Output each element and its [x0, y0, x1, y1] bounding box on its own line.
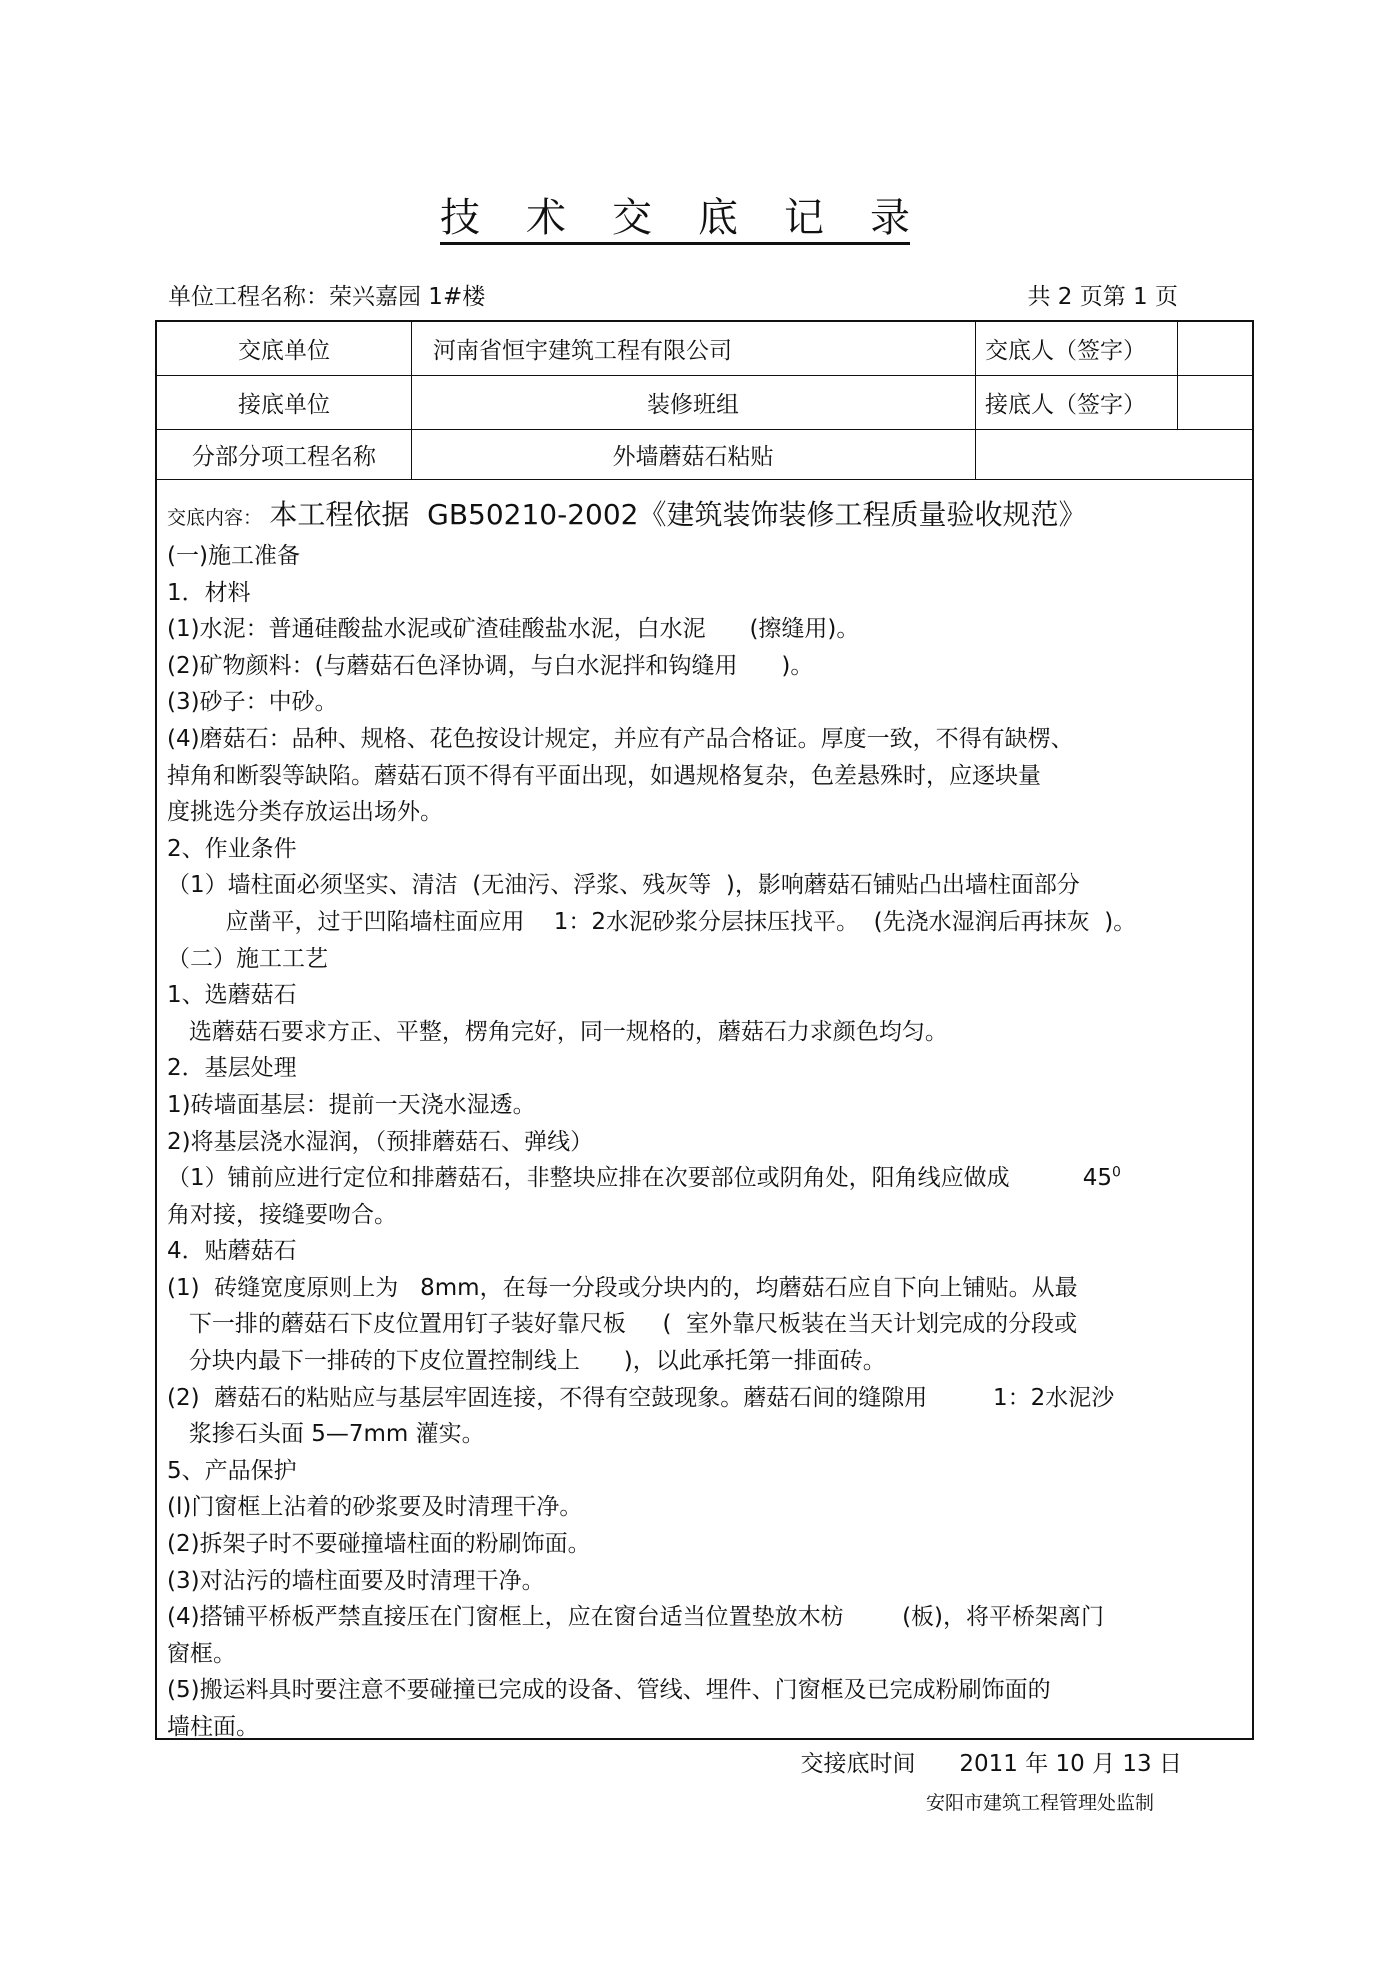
title-char: 记: [784, 195, 824, 241]
content-line: (l)门窗框上沾着的砂浆要及时清理干净。: [167, 1494, 583, 1521]
content-line: 角对接，接缝要吻合。: [167, 1201, 397, 1228]
content-line: [167, 1160, 1246, 1197]
content-line: (4)磨菇石：品种、规格、花色按设计规定，并应有产品合格证。厚度一致，不得有缺楞、: [167, 725, 1074, 752]
content-line: （二）施工工艺: [167, 945, 328, 972]
content-line: 选蘑菇石要求方正、平整，楞角完好，同一规格的，蘑菇石力求颜色均匀。: [167, 1018, 948, 1045]
page-count: 共 2 页第 1 页: [1027, 284, 1178, 310]
table-row: [157, 322, 1252, 376]
table-row: [157, 430, 1252, 480]
title-char: 术: [526, 195, 566, 241]
content-line: 1)砖墙面基层：提前一天浇水湿透。: [167, 1091, 536, 1118]
title-char: 技: [440, 195, 480, 241]
receiving-unit-label: 接底单位: [238, 392, 330, 418]
table-row: [157, 376, 1252, 430]
content-line: (一)施工准备: [167, 543, 300, 569]
project-name: 荣兴嘉园 1#楼: [329, 284, 486, 310]
content-line: 窗框。: [167, 1640, 236, 1667]
document-title: [440, 180, 910, 245]
page-info: [1021, 282, 1178, 312]
receiving-unit-value: 装修班组: [647, 392, 739, 418]
disclosing-unit-value: 河南省恒宇建筑工程有限公司: [433, 338, 732, 364]
content-line: (3)砂子：中砂。: [167, 689, 338, 716]
handover-date: 2011 年 10 月 13 日: [959, 1751, 1182, 1777]
content-line: 4．贴蘑菇石: [167, 1238, 297, 1265]
discloser-sign-label: 交底人（签字）: [985, 338, 1146, 364]
content-line: 2、作业条件: [167, 835, 297, 862]
content-line: 分块内最下一排砖的下皮位置控制线上 )，以此承托第一排面砖。: [167, 1348, 886, 1375]
handover-time: [801, 1749, 1183, 1779]
issuer-note: 安阳市建筑工程管理处监制: [925, 1792, 1154, 1814]
disclosure-form: [155, 320, 1254, 1740]
content-line: 墙柱面。: [167, 1714, 259, 1740]
content-line: (2) 蘑菇石的粘贴应与基层牢固连接，不得有空鼓现象。蘑菇石间的缝隙用 1：2水泥沙: [167, 1384, 1115, 1411]
content-line: (4)搭铺平桥板严禁直接压在门窗框上，应在窗台适当位置垫放木枋 (板)，将平桥架离门: [167, 1604, 1105, 1631]
content-line: 应凿平，过于凹陷墙柱面应用 1：2水泥砂浆分层抹压找平。 (先浇水湿润后再抹灰 )。: [167, 908, 1137, 935]
content-lead-text: 本工程依据 GB50210-2002《建筑装饰装修工程质量验收规范》: [269, 498, 1087, 531]
receiver-sign-field[interactable]: [1177, 376, 1252, 429]
disclosing-unit-label: 交底单位: [238, 338, 330, 364]
content-line: 下一排的蘑菇石下皮位置用钉子装好靠尺板 ( 室外靠尺板装在当天计划完成的分段或: [167, 1311, 1078, 1338]
title-char: 底: [698, 195, 738, 241]
content-line: (2)拆架子时不要碰撞墙柱面的粉刷饰面。: [167, 1531, 591, 1558]
receiver-sign-label: 接底人（签字）: [985, 392, 1146, 418]
content-lead: [167, 492, 1246, 538]
content-line: 1．材料: [167, 579, 251, 606]
content-line: （1）墙柱面必须坚实、清洁 (无油污、浮浆、残灰等 )，影响蘑菇石铺贴凸出墙柱面部分: [167, 872, 1080, 899]
content-line: 度挑选分类存放运出场外。: [167, 799, 443, 826]
content-line: (1)水泥：普通硅酸盐水泥或矿渣硅酸盐水泥，白水泥 (擦缝用)。: [167, 616, 860, 643]
content-line: 掉角和断裂等缺陷。蘑菇石顶不得有平面出现，如遇规格复杂，色差悬殊时，应逐块量: [167, 762, 1041, 789]
content-line: (2)矿物颜料：(与蘑菇石色泽协调，与白水泥拌和钩缝用 )。: [167, 652, 814, 679]
title-char: 交: [612, 195, 652, 241]
subproject-label: 分部分项工程名称: [192, 444, 376, 470]
disclosure-content: [167, 492, 1246, 1746]
content-line: (3)对沾污的墙柱面要及时清理干净。: [167, 1567, 545, 1594]
discloser-sign-field[interactable]: [1177, 322, 1252, 375]
content-line: 浆掺石头面 5—7mm 灌实。: [167, 1421, 485, 1448]
content-line: 2)将基层浇水湿润，（预排蘑菇石、弹线）: [167, 1128, 594, 1155]
project-label: 单位工程名称：: [168, 284, 329, 310]
title-char: 录: [870, 195, 910, 241]
handover-time-label: 交接底时间: [800, 1751, 916, 1777]
content-line: (1) 砖缝宽度原则上为 8mm，在每一分段或分块内的，均蘑菇石应自下向上铺贴。从最: [167, 1274, 1078, 1301]
content-line: 1、选蘑菇石: [167, 982, 297, 1009]
content-line-text: （1）铺前应进行定位和排蘑菇石，非整块应排在次要部位或阴角处，阳角线应做成 45: [167, 1165, 1113, 1192]
degree-superscript: 0: [1112, 1164, 1121, 1181]
project-name-row: [168, 282, 485, 312]
subproject-value: 外墙蘑菇石粘贴: [612, 444, 774, 470]
content-line: 5、产品保护: [167, 1457, 297, 1484]
content-line: (5)搬运料具时要注意不要碰撞已完成的设备、管线、埋件、门窗框及已完成粉刷饰面的: [167, 1677, 1051, 1704]
content-line: 2．基层处理: [167, 1055, 297, 1082]
content-lead-label: 交底内容：: [167, 507, 263, 529]
